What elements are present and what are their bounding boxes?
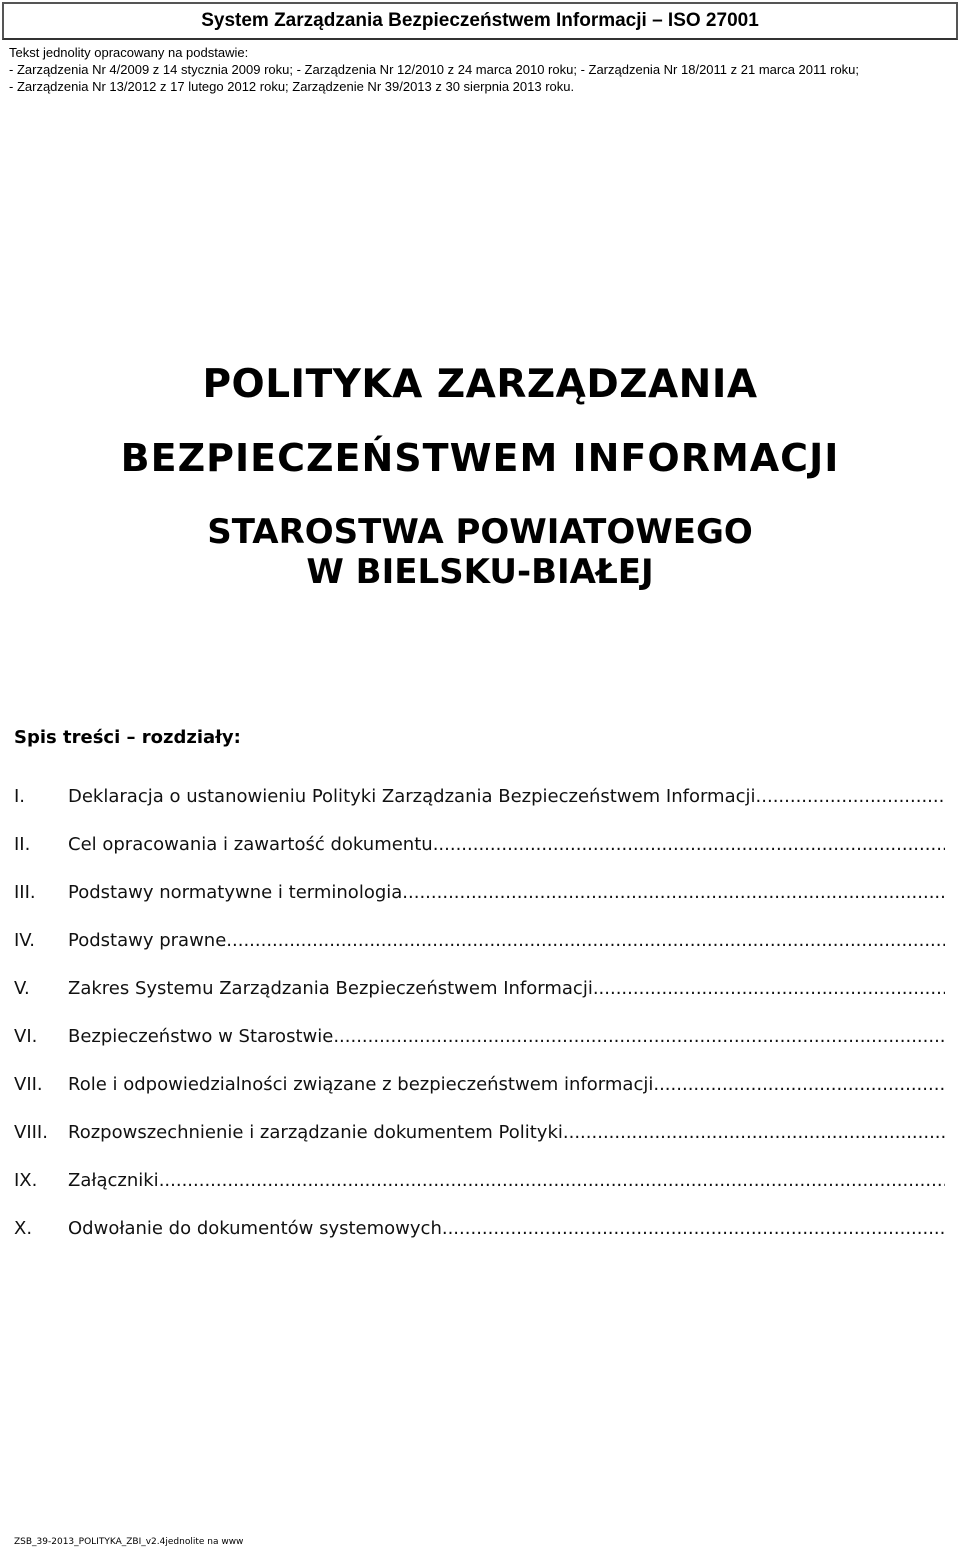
intro-line: - Zarządzenia Nr 13/2012 z 17 lutego 2012 roku; Zarządzenie Nr 39/2013 z 30 sierpnia 2013 roku. <box>9 79 575 94</box>
toc-dot-leader <box>593 978 945 1026</box>
toc-item[interactable] <box>14 882 945 930</box>
toc-item[interactable] <box>14 1074 945 1122</box>
toc-item[interactable] <box>14 786 945 834</box>
toc-dot-leader <box>442 1218 945 1266</box>
toc-dot-leader <box>333 1026 945 1074</box>
toc-dot-leader <box>226 930 945 978</box>
toc-item[interactable] <box>14 1218 945 1266</box>
header-title: System Zarządzania Bezpieczeństwem Informacji – ISO 27001 <box>201 10 759 31</box>
footer-filename: ZSB_39-2013_POLITYKA_ZBI_v2.4jednolite na www <box>14 1537 244 1547</box>
toc-item-number: IX. <box>14 1170 38 1191</box>
toc-dot-leader <box>653 1074 945 1122</box>
toc-heading: Spis treści – rozdziały: <box>14 727 241 748</box>
title-line-4: W BIELSKU-BIAŁEJ <box>306 552 654 592</box>
toc-item[interactable] <box>14 930 945 978</box>
title-line-1: POLITYKA ZARZĄDZANIA <box>202 362 758 407</box>
toc-item-number: IV. <box>14 930 36 951</box>
toc-item-label: Role i odpowiedzialności związane z bezpieczeństwem informacji <box>68 1074 654 1095</box>
toc-item-label: Zakres Systemu Zarządzania Bezpieczeństwem Informacji <box>68 978 593 999</box>
title-line-2: BEZPIECZEŃSTWEM INFORMACJI <box>120 436 840 480</box>
toc-item-number: V. <box>14 978 30 999</box>
toc-dot-leader <box>159 1170 945 1218</box>
toc-item-number: II. <box>14 834 31 855</box>
toc-item-label: Rozpowszechnienie i zarządzanie dokumentem Polityki <box>68 1122 563 1143</box>
toc-item-label: Odwołanie do dokumentów systemowych <box>68 1218 442 1239</box>
toc-item-label: Załączniki <box>68 1170 159 1191</box>
toc-item-number: VII. <box>14 1074 43 1095</box>
toc-item[interactable] <box>14 978 945 1026</box>
toc-item-label: Podstawy normatywne i terminologia <box>68 882 403 903</box>
toc-item-number: X. <box>14 1218 33 1239</box>
toc-dot-leader <box>402 882 945 930</box>
toc-item-number: VIII. <box>14 1122 48 1143</box>
toc-item-label: Cel opracowania i zawartość dokumentu <box>68 834 433 855</box>
toc-dot-leader <box>433 834 945 882</box>
toc-item-label: Deklaracja o ustanowieniu Polityki Zarządzania Bezpieczeństwem Informacji <box>68 786 756 807</box>
toc-item-label: Bezpieczeństwo w Starostwie <box>68 1026 334 1047</box>
toc-item-number: III. <box>14 882 36 903</box>
toc-item[interactable] <box>14 1026 945 1074</box>
intro-line: Tekst jednolity opracowany na podstawie: <box>9 45 249 60</box>
toc-item-number: VI. <box>14 1026 38 1047</box>
document-header <box>2 2 958 40</box>
table-of-contents <box>14 786 945 1266</box>
toc-item[interactable] <box>14 1170 945 1218</box>
intro-line: - Zarządzenia Nr 4/2009 z 14 stycznia 2009 roku; - Zarządzenia Nr 12/2010 z 24 marca 2010 roku; - Zarządzenia Nr 18/2011 z 21 marca 2011 roku; <box>9 62 860 77</box>
toc-item[interactable] <box>14 834 945 882</box>
toc-dot-leader <box>756 786 945 834</box>
intro-note <box>9 44 859 95</box>
toc-item[interactable] <box>14 1122 945 1170</box>
toc-item-label: Podstawy prawne <box>68 930 227 951</box>
toc-item-number: I. <box>14 786 26 807</box>
title-line-3: STAROSTWA POWIATOWEGO <box>207 512 753 552</box>
toc-dot-leader <box>563 1122 945 1170</box>
